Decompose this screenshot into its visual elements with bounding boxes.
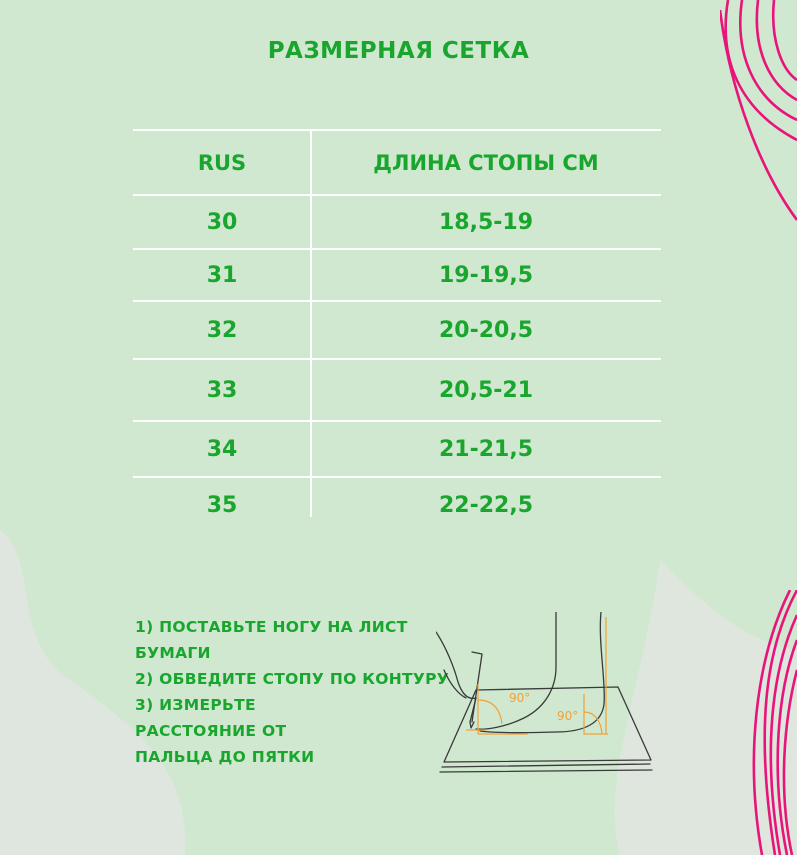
size-rus: 34	[206, 436, 238, 462]
header-rus: RUS	[197, 150, 247, 175]
size-rus: 31	[206, 262, 238, 288]
foot-length: 18,5-19	[438, 209, 534, 235]
table-row	[133, 478, 661, 532]
size-rus: 30	[206, 209, 238, 235]
table-row	[133, 302, 661, 358]
page-title: РАЗМЕРНАЯ СЕТКА	[267, 38, 530, 64]
measuring-instructions	[135, 614, 450, 770]
table-row	[133, 196, 661, 248]
table-header-row	[133, 131, 661, 194]
header-foot-length: ДЛИНА СТОПЫ СМ	[373, 150, 599, 175]
foot-measuring-illustration	[436, 612, 658, 774]
instruction-line: 2) ОБВЕДИТЕ СТОПУ ПО КОНТУРУ	[135, 670, 450, 688]
angle-label-left: 90°	[509, 691, 531, 705]
decorative-curves-bottom-right	[740, 590, 797, 855]
size-rus: 32	[206, 317, 238, 343]
table-row	[133, 360, 661, 420]
foot-length: 21-21,5	[438, 436, 534, 462]
instruction-line: ПАЛЬЦА ДО ПЯТКИ	[135, 748, 315, 766]
table-row	[133, 250, 661, 300]
table-row	[133, 422, 661, 476]
decorative-curves-top-right	[720, 0, 797, 230]
angle-label-right: 90°	[557, 709, 579, 723]
instruction-line: РАССТОЯНИЕ ОТ	[135, 722, 287, 740]
foot-length: 19-19,5	[438, 262, 534, 288]
size-rus: 33	[206, 377, 238, 403]
foot-length: 20-20,5	[438, 317, 534, 343]
instruction-line: БУМАГИ	[135, 644, 211, 662]
foot-length: 20,5-21	[438, 377, 534, 403]
instruction-line: 1) ПОСТАВЬТЕ НОГУ НА ЛИСТ	[135, 618, 408, 636]
size-table	[133, 129, 661, 519]
instruction-line: 3) ИЗМЕРЬТЕ	[135, 696, 256, 714]
foot-length: 22-22,5	[438, 492, 534, 518]
size-rus: 35	[206, 492, 238, 518]
